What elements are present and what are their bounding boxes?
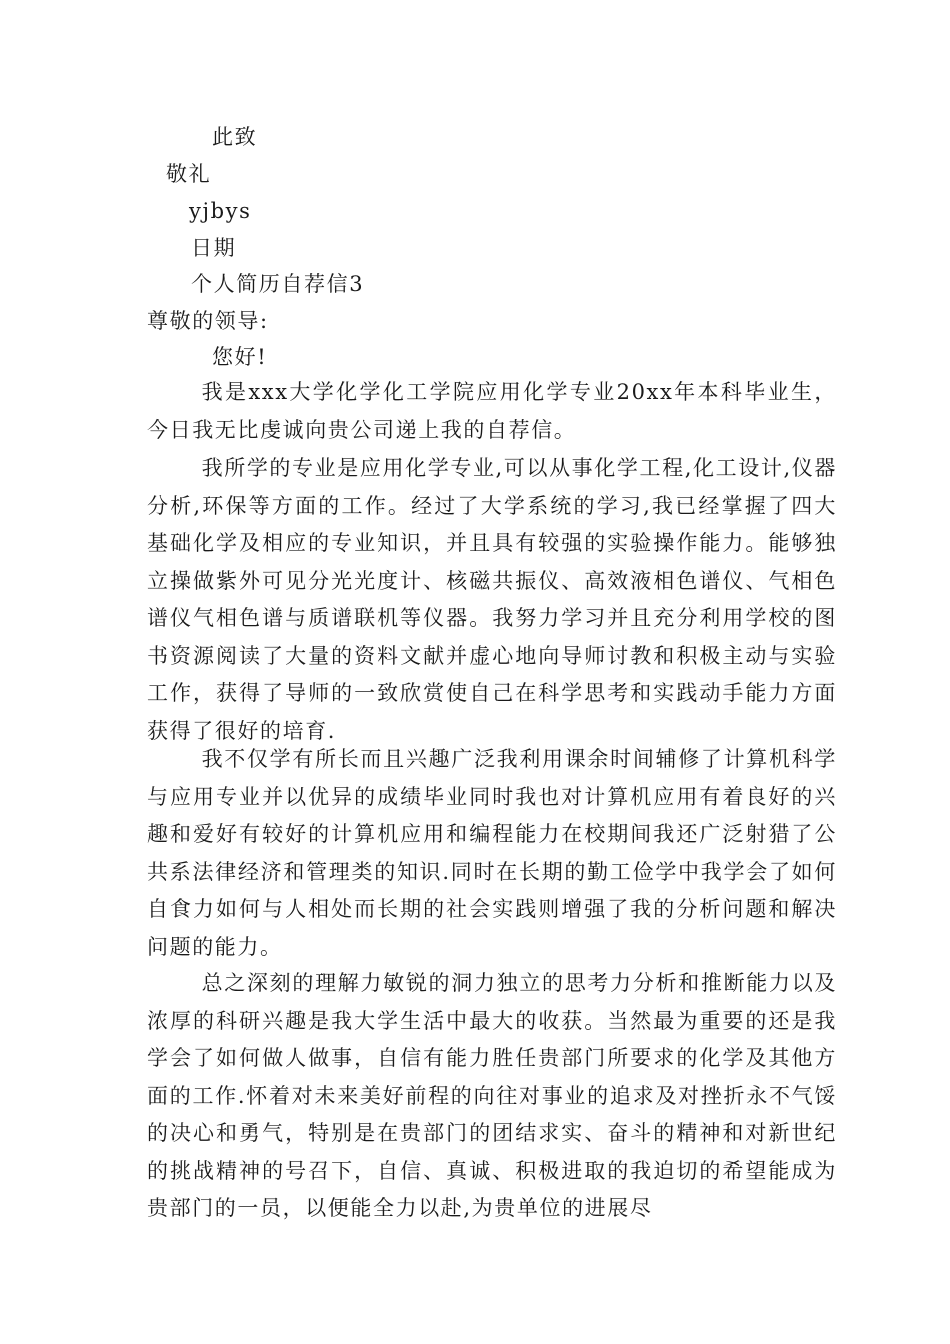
paragraph-major: 我所学的专业是应用化学专业,可以从事化学工程,化工设计,仪器分析,环保等方面的工作。经过了大学系统的学习,我已经掌握了四大基础化学及相应的专业知识，并且具有较强的实验操作能力。能够独立操做紫外可见分光光度计、核磁共振仪、高效液相色谱仪、气相色谱仪气相色谱与质谱联机等仪器。我努力学习并且充分利用学校的图书资源阅读了大量的资料文献并虚心地向导师讨教和积极主动与实验工作，获得了导师的一致欣赏使自己在科学思考和实践动手能力方面获得了很好的培育. [147, 456, 837, 743]
signature: yjbys [189, 199, 252, 223]
closing-jingli: 敬礼 [166, 162, 212, 186]
date-label: 日期 [191, 236, 237, 260]
paragraph-interests: 我不仅学有所长而且兴趣广泛我利用课余时间辅修了计算机科学与应用专业并以优异的成绩毕业同时我也对计算机应用有着良好的兴趣和爱好有较好的计算机应用和编程能力在校期间我还广泛射猎了公共系法律经济和管理类的知识.同时在长期的勤工俭学中我学会了如何自食力如何与人相处而长期的社会实践则增强了我的分析问题和解决问题的能力。 [147, 747, 837, 959]
closing-cizhi: 此致 [212, 125, 258, 149]
salutation: 尊敬的领导: [147, 309, 269, 333]
greeting: 您好! [212, 345, 268, 369]
paragraph-summary: 总之深刻的理解力敏锐的洞力独立的思考力分析和推断能力以及浓厚的科研兴趣是我大学生活中最大的收获。当然最为重要的还是我学会了如何做人做事，自信有能力胜任贵部门所要求的化学及其他方面的工作.怀着对未来美好前程的向往对事业的追求及对挫折永不气馁的决心和勇气，特别是在贵部门的团结求实、奋斗的精神和对新世纪的挑战精神的号召下，自信、真诚、积极进取的我迫切的希望能成为贵部门的一员，以便能全力以赴,为贵单位的进展尽 [147, 971, 837, 1220]
section-title: 个人简历自荐信3 [191, 272, 365, 296]
paragraph-intro: 我是xxx大学化学化工学院应用化学专业20xx年本科毕业生，今日我无比虔诚向贵公司递上我的自荐信。 [147, 380, 837, 442]
